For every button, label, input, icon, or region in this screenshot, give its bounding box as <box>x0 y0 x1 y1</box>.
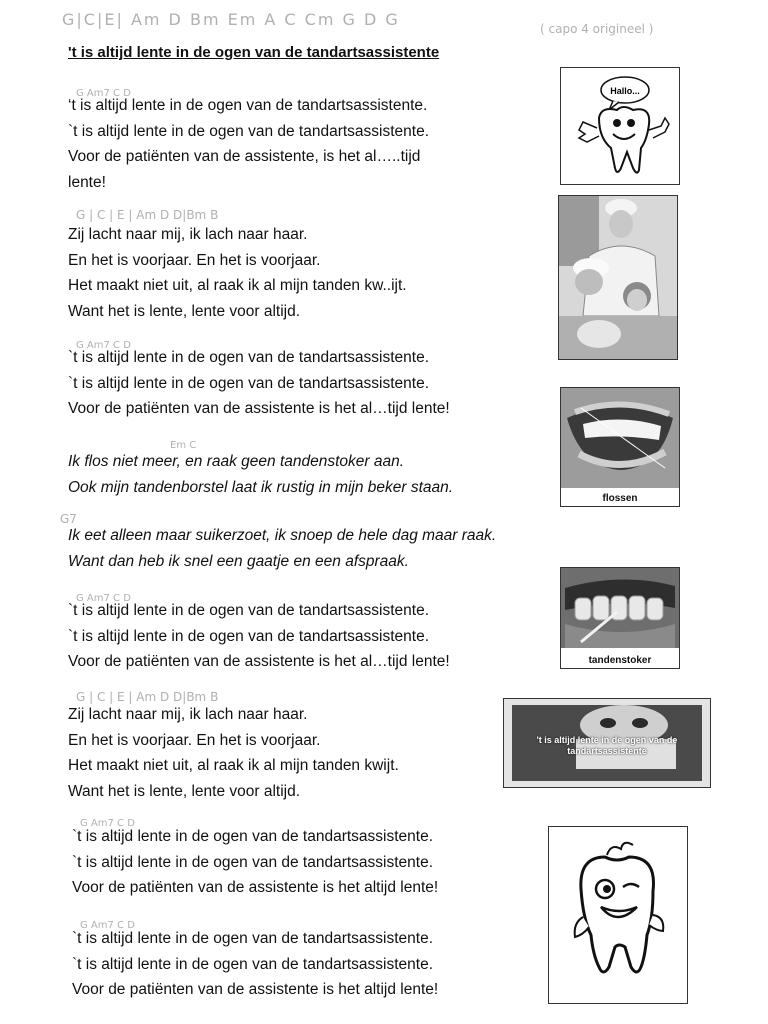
stanza-chords: G Am7 C D <box>76 88 131 99</box>
dentist-child-drawing <box>559 196 677 359</box>
lyric-line: En het is voorjaar. En het is voorjaar. <box>68 251 321 269</box>
image-caption: flossen <box>602 493 638 504</box>
stanza-chords: G Am7 C D <box>76 593 131 604</box>
lyric-line: Het maakt niet uit, al raak ik al mijn tanden kwijt. <box>68 757 399 774</box>
stanza <box>68 345 450 422</box>
toothpick-drawing <box>561 568 679 648</box>
lyric-line: `t is altijd lente in de ogen van de tandartsassistente. <box>72 955 434 973</box>
stanza <box>68 598 450 675</box>
flossing-photo <box>560 387 680 507</box>
flossing-drawing <box>561 388 679 488</box>
stanza-chords: G | C | E | Am D D|Bm B <box>76 208 219 222</box>
stanza <box>68 222 407 324</box>
lyric-line: Ook mijn tandenborstel laat ik rustig in mijn beker staan. <box>68 478 454 496</box>
lyric-line: `t is altijd lente in de ogen van de tandartsassistente. <box>68 374 430 392</box>
stanza-chords: G | C | E | Am D D|Bm B <box>76 690 219 704</box>
lyric-line: Voor de patiënten van de assistente is het altijd lente! <box>72 981 439 998</box>
winking-tooth-drawing <box>549 827 687 1003</box>
toothpick-photo <box>560 567 680 669</box>
stanza <box>72 926 438 1003</box>
lyric-line: `t is altijd lente in de ogen van de tandartsassistente. <box>68 602 430 619</box>
lyric-line: Want het is lente, lente voor altijd. <box>68 302 301 320</box>
stanza <box>68 449 453 500</box>
lyric-line: Voor de patiënten van de assistente, is het al…..tijd <box>68 148 421 165</box>
stanza-chords: G Am7 C D <box>76 340 131 351</box>
lyric-line: Zij lacht naar mij, ik lach naar haar. <box>68 226 308 243</box>
stanza-chords: G Am7 C D <box>80 818 135 829</box>
winking-tooth-image <box>548 826 688 1004</box>
stanza-chords: G Am7 C D <box>80 920 135 931</box>
song-title: 't is altijd lente in de ogen van de tandartsassistente <box>68 44 440 61</box>
dentist-child-photo <box>558 195 678 360</box>
stanza <box>68 702 399 804</box>
stanza <box>72 824 438 901</box>
stanza <box>68 523 496 574</box>
lyric-line: `t is altijd lente in de ogen van de tandartsassistente. <box>72 930 434 947</box>
header-note: ( capo 4 origineel ) <box>540 22 654 36</box>
lyric-line: Want dan heb ik snel een gaatje en een afspraak. <box>68 552 409 570</box>
lyric-line: Want het is lente, lente voor altijd. <box>68 782 301 800</box>
lyric-line: Voor de patiënten van de assistente is het al…tijd lente! <box>68 653 450 670</box>
assistant-banner-drawing <box>504 699 710 787</box>
lyric-line: `t is altijd lente in de ogen van de tandartsassistente. <box>72 853 434 871</box>
lyric-line: Ik eet alleen maar suikerzoet, ik snoep de hele dag maar raak. <box>68 527 497 544</box>
lyric-line: `t is altijd lente in de ogen van de tandartsassistente. <box>72 828 434 845</box>
stanza-chords: G7 <box>60 512 77 526</box>
stanza <box>68 93 429 195</box>
speech-bubble-text: Hallo... <box>610 86 640 96</box>
lyric-line: lente! <box>68 173 106 191</box>
lyric-line: `t is altijd lente in de ogen van de tandartsassistente. <box>68 627 430 645</box>
banner-text: 't is altijd lente in de ogen van de tandartsassistente <box>536 735 678 756</box>
lyric-line: ‘t is altijd lente in de ogen van de tandartsassistente. <box>68 97 428 114</box>
lyric-line: Zij lacht naar mij, ik lach naar haar. <box>68 706 308 723</box>
lyric-line: En het is voorjaar. En het is voorjaar. <box>68 731 321 749</box>
lyric-line: `t is altijd lente in de ogen van de tandartsassistente. <box>68 122 430 140</box>
image-caption: tandenstoker <box>588 655 652 666</box>
lyric-line: Voor de patiënten van de assistente is het al…tijd lente! <box>68 400 450 417</box>
lyric-line: `t is altijd lente in de ogen van de tandartsassistente. <box>68 349 430 366</box>
stanza-chords: Em C <box>170 440 197 451</box>
lyric-line: Voor de patiënten van de assistente is het altijd lente! <box>72 879 439 896</box>
tooth-cartoon-drawing <box>561 68 679 184</box>
lyric-line: Ik flos niet meer, en raak geen tandenstoker aan. <box>68 453 405 470</box>
lyric-line: Het maakt niet uit, al raak ik al mijn tanden kw..ijt. <box>68 277 407 294</box>
tooth-cartoon-image <box>560 67 680 185</box>
assistant-banner-photo <box>503 698 711 788</box>
header-chords: G|C|E| Am D Bm Em A C Cm G D G <box>62 10 400 29</box>
